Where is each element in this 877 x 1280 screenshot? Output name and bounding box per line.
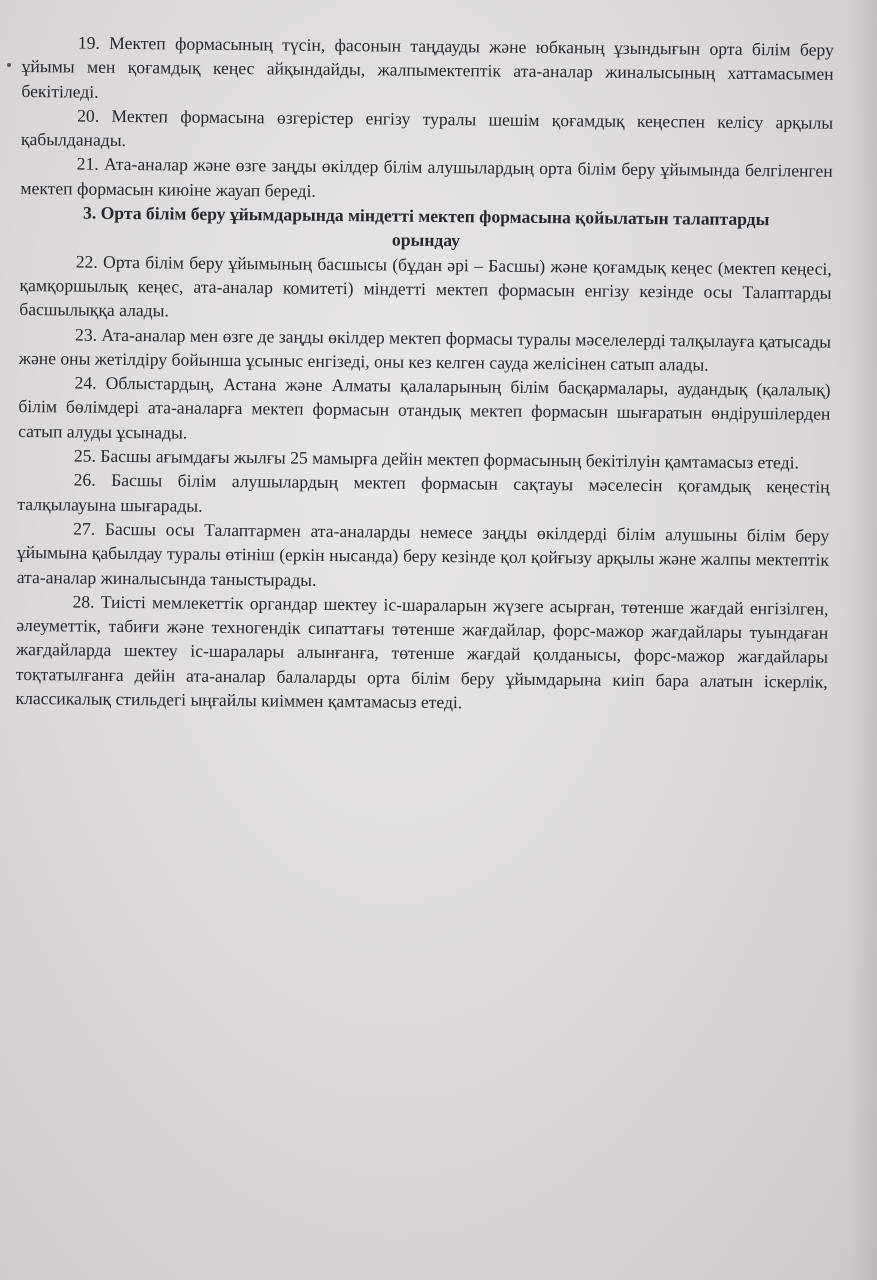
paragraph-28: 28. Тиісті мемлекеттік органдар шектеу іс-шараларын жүзеге асырған, төтенше жағдай енгізілген, әлеуметтік, табиғи және техногендік сипаттағы төтенше жағдайлар, форс-мажор жағдайлары туындаған жағдайларда шектеу іс-шаралары алынғанға, төтенше жағдай қолданысы, форс-мажор жағдайлары тоқтатылғанға дейін ата-аналар балаларды орта білім беру ұйымдарына киіп бара алатын іскерлік, классикалық стильдегі ыңғайлы киіммен қамтамасыз етеді. xyxy=(15,591,829,713)
paragraph-26: 26. Басшы білім алушылардың мектеп формасын сақтауы мәселесін қоғамдық кеңестің талқылауына шығарады. xyxy=(17,469,830,516)
paragraph-22: 22. Орта білім беру ұйымының басшысы (бұдан әрі – Басшы) және қоғамдық кеңес (мектеп кеңесі, қамқоршылық кеңес, ата-аналар комитеті) міндетті мектеп формасын енгізу кезінде осы Талаптарды басшылыққа алады. xyxy=(19,251,832,321)
paragraph-27: 27. Басшы осы Талаптармен ата-аналарды немесе заңды өкілдерді білім алушыны білім беру ұйымына қабылдау туралы өтініш (еркін нысанда) беру кезінде қол қойғызу арқылы және жалпы мектептік ата-аналар жиналысында таныстырады. xyxy=(16,518,830,590)
paragraph-24: 24. Облыстардың, Астана және Алматы қалаларының білім басқармалары, аудандық (қалалық) білім бөлімдері ата-аналарға мектеп формасын отандық мектеп формасын шығаратын өндірушілерден сатып алуды ұсынады. xyxy=(18,372,831,443)
document-page xyxy=(15,30,833,718)
paragraph-25: 25. Басшы ағымдағы жылғы 25 мамырға дейін мектеп формасының бекітілуін қамтамасыз етеді. xyxy=(73,445,800,473)
paragraph-20: 20. Мектеп формасына өзгерістер енгізу туралы шешім қоғамдық кеңеспен келісу арқылы қабылданады. xyxy=(20,105,834,151)
paper-speck xyxy=(7,63,11,67)
section-heading: 3. Орта білім беру ұйымдарында міндетті мектеп формасына қойылатын талаптарды орындау xyxy=(82,202,770,251)
paper-shadow xyxy=(847,0,877,1280)
paragraph-19: 19. Мектеп формасының түсін, фасонын таңдауды және юбканың ұзындығын орта білім беру ұйымы мен қоғамдық кеңес айқындайды, жалпымектептік ата-аналар жиналысының хаттамасымен бекітіледі. xyxy=(21,32,834,102)
paragraph-23: 23. Ата-аналар мен өзге де заңды өкілдер мектеп формасы туралы мәселелерді талқылауға қатысады және оны жетілдіру бойынша ұсыныс енгізеді, оны кез келген сауда желісінен сатып алады. xyxy=(18,324,832,375)
paragraph-21: 21. Ата-аналар және өзге заңды өкілдер білім алушылардың орта білім беру ұйымында белгіленген мектеп формасын киюіне жауап береді. xyxy=(20,154,833,201)
